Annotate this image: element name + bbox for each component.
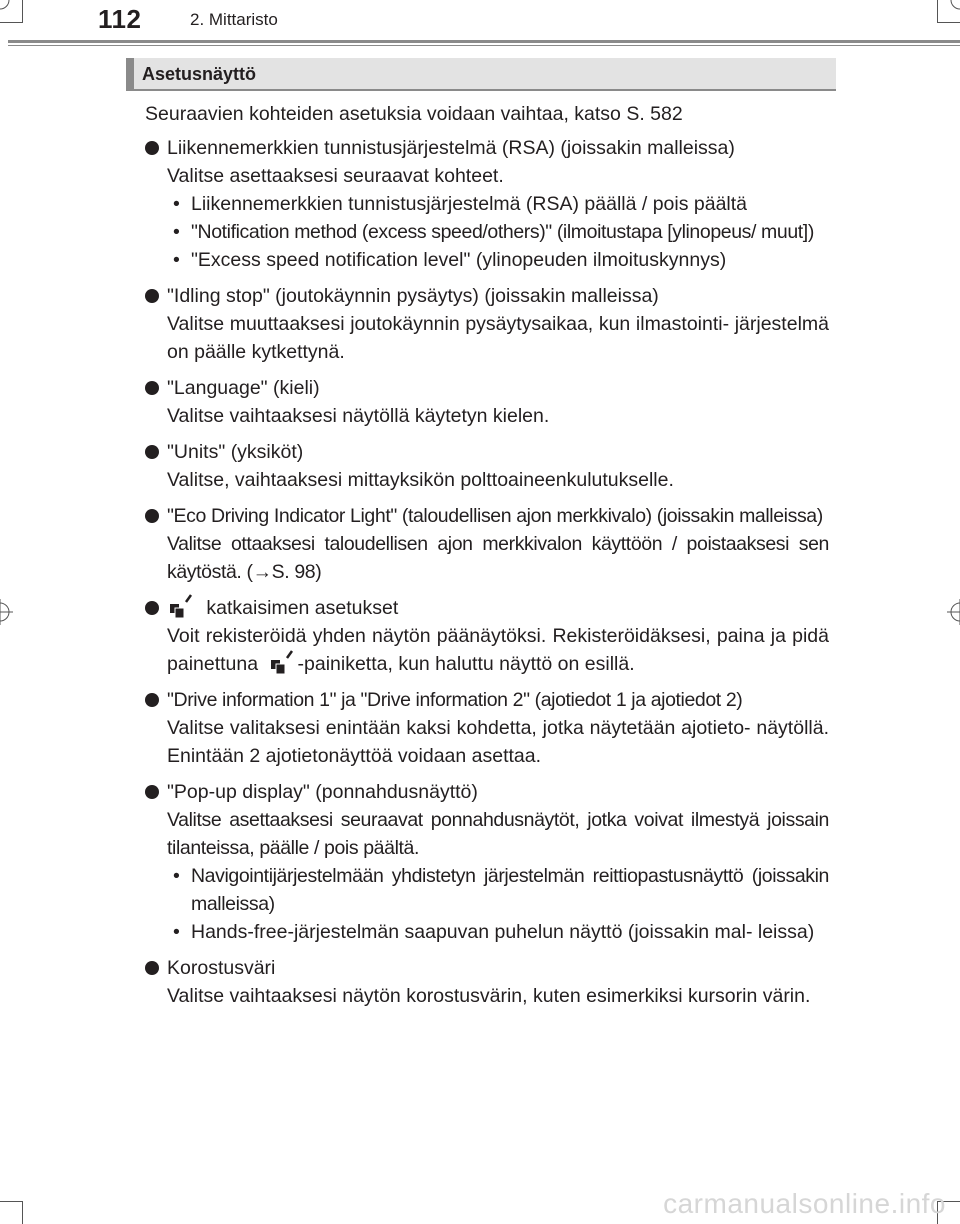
list-item [145,594,829,622]
list-item [145,954,829,982]
list-item [145,502,829,530]
item-title: "Pop-up display" (ponnahdusnäyttö) [167,781,478,803]
header-rule [8,45,960,46]
header-rule [8,40,960,43]
item-body: Valitse asettaaksesi seuraavat ponnahdusnäytöt, jotka voivat ilmestyä joissain tilanteissa, päälle / pois päältä. [167,809,829,859]
sub-list [145,862,829,946]
bullet-icon: • [173,221,180,243]
list-item [145,134,829,162]
sub-item-text: "Excess speed notification level" (ylinopeuden ilmoituskynnys) [191,249,727,271]
item-title: "Drive information 1" ja "Drive information 2" (ajotiedot 1 ja ajotiedot 2) [167,689,743,711]
sub-list [145,190,829,274]
list-item [145,374,829,402]
sub-item-text: Hands-free-järjestelmän saapuvan puhelun näyttö (joissakin mal- leissa) [191,921,815,943]
list-item [145,686,829,714]
watermark: carmanualsonline.info [663,1188,946,1219]
sub-item-text: Navigointijärjestelmään yhdistetyn järjestelmän reittiopastusnäyttö (joissakin malleissa) [191,865,829,915]
list-item [145,282,829,310]
bullet-icon: • [173,921,180,943]
item-body [145,530,829,586]
item-body [145,622,829,678]
registration-mark-icon [0,0,13,13]
page-number: 112 [98,4,142,34]
item-title: "Language" (kieli) [167,377,320,399]
arrow-icon: → [252,561,272,583]
list-item [145,438,829,466]
page-content [145,100,829,1010]
item-body: Valitse vaihtaaksesi näytöllä käytetyn kielen. [167,405,550,427]
bullet-icon [145,141,159,155]
item-body: Valitse muuttaaksesi joutokäynnin pysäytysaikaa, kun ilmastointi- järjestelmä on päälle kytkettynä. [167,313,829,363]
sub-list-item [167,190,829,218]
bullet-icon [145,381,159,395]
item-title: "Idling stop" (joutokäynnin pysäytys) (joissakin malleissa) [167,285,659,307]
sub-list-item [167,246,829,274]
item-title: "Units" (yksiköt) [167,441,304,463]
body-text: Voit rekisteröidä yhden näytön päänäytöksi. Rekisteröidäksesi, paina ja pidä painettuna [167,625,829,675]
bullet-icon [145,509,159,523]
running-header: 2. Mittaristo [190,10,278,29]
registration-mark-icon [947,0,960,13]
bullet-icon [145,785,159,799]
bullet-icon [145,289,159,303]
display-switch-icon [268,650,294,676]
section-heading-bar [126,58,836,91]
sub-list-item [167,862,829,918]
intro-text: Seuraavien kohteiden asetuksia voidaan vaihtaa, katso S. 582 [145,103,683,125]
bullet-icon: • [173,193,180,215]
item-title: "Eco Driving Indicator Light" (taloudellisen ajon merkkivalo) (joissakin malleissa) [167,505,823,527]
section-heading: Asetusnäyttö [142,64,257,84]
sub-item-text: Liikennemerkkien tunnistusjärjestelmä (RSA) päällä / pois päältä [191,193,748,215]
crop-mark [0,1201,23,1224]
item-body: Valitse, vaihtaaksesi mittayksikön polttoaineenkulutukselle. [167,469,674,491]
body-text: -painiketta, kun haluttu näyttö on esillä. [297,653,635,675]
item-title: katkaisimen asetukset [206,597,399,619]
item-title: Liikennemerkkien tunnistusjärjestelmä (RSA) (joissakin malleissa) [167,137,735,159]
item-body: Valitse asettaaksesi seuraavat kohteet. [167,165,504,187]
registration-mark-icon [947,599,960,625]
item-title: Korostusväri [167,957,276,979]
body-text: Valitse ottaaksesi taloudellisen ajon merkkivalon käyttöön / poistaaksesi sen käytöstä. ( [167,533,829,583]
display-switch-icon [167,594,193,620]
bullet-icon: • [173,249,180,271]
section-heading-accent [126,58,134,89]
bullet-icon [145,961,159,975]
page-reference: S. 98) [271,561,322,583]
bullet-icon: • [173,865,180,887]
item-body: Valitse valitaksesi enintään kaksi kohdetta, jotka näytetään ajotieto- näytöllä. Enintään 2 ajotietonäyttöä voidaan asettaa. [167,717,829,767]
registration-mark-icon [0,599,13,625]
bullet-icon [145,445,159,459]
sub-list-item [167,218,829,246]
bullet-icon [145,693,159,707]
sub-item-text: "Notification method (excess speed/others)" (ilmoitustapa [ylinopeus/ muut]) [191,221,814,243]
sub-list-item [167,918,829,946]
list-item [145,778,829,806]
bullet-icon [145,601,159,615]
item-body: Valitse vaihtaaksesi näytön korostusvärin, kuten esimerkiksi kursorin värin. [167,985,811,1007]
